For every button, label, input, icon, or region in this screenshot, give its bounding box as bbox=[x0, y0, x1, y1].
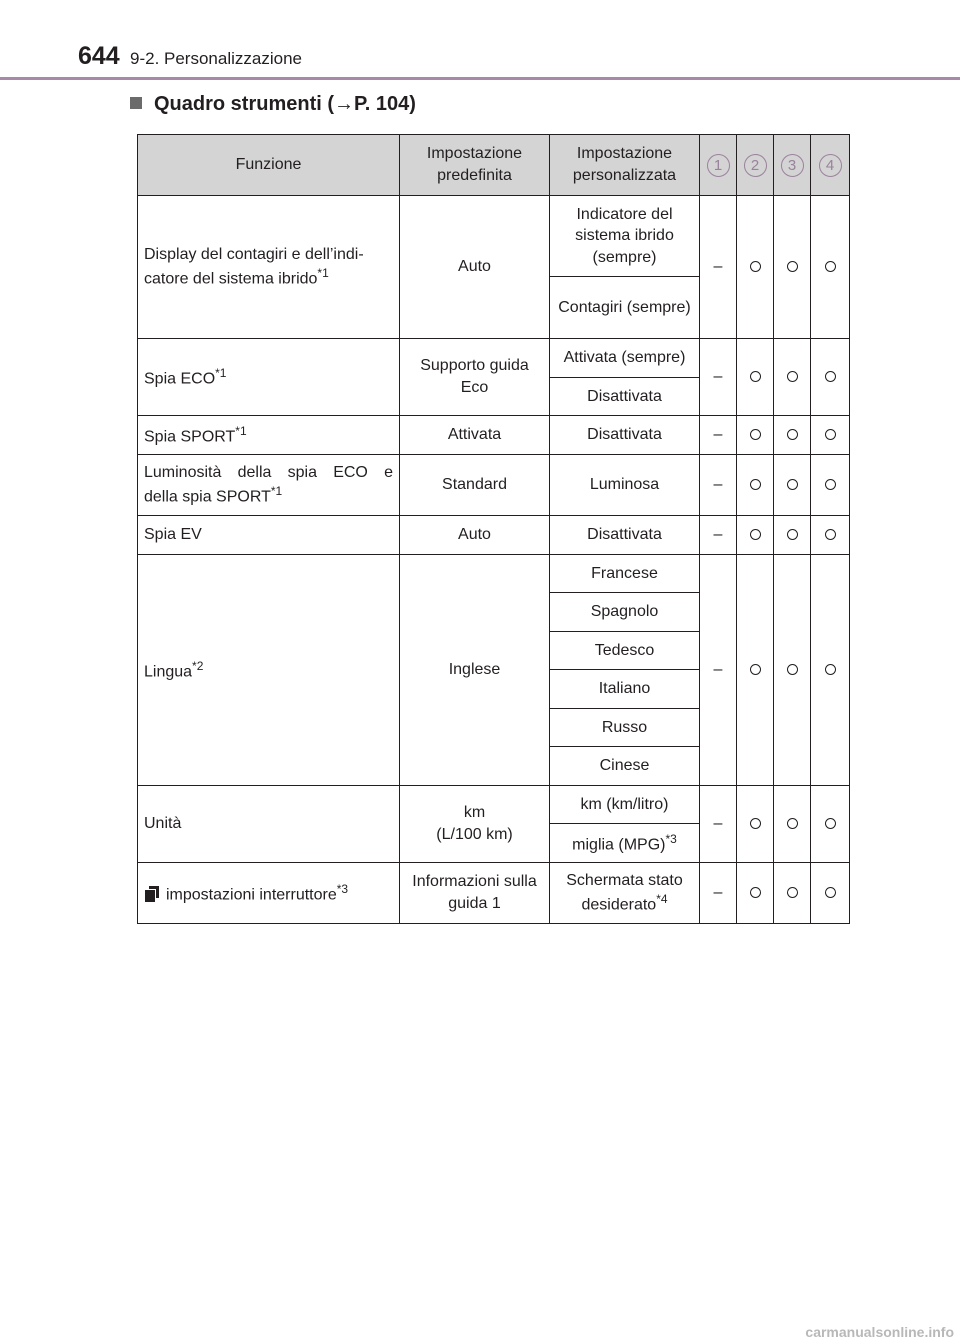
option-cell: Spagnolo bbox=[550, 593, 700, 632]
function-cell: Unità bbox=[138, 786, 400, 863]
settings-table bbox=[137, 134, 850, 924]
circle-icon bbox=[787, 529, 798, 540]
option-cell: Tedesco bbox=[550, 632, 700, 670]
option-cell: Disattivata bbox=[550, 516, 700, 555]
option-cell: Disattivata bbox=[550, 378, 700, 416]
dash-mark: – bbox=[700, 196, 737, 339]
default-cell: Standard bbox=[400, 455, 550, 516]
option-cell: Indicatore del sistema ibrido (sempre) bbox=[550, 196, 700, 277]
circle-icon bbox=[750, 529, 761, 540]
circle-icon bbox=[787, 371, 798, 382]
option-cell: Attivata (sempre) bbox=[550, 339, 700, 378]
function-cell: Spia ECO$^{*1}$ bbox=[138, 339, 400, 416]
option-cell: km (km/litro) bbox=[550, 786, 700, 824]
page-number: 644 bbox=[78, 42, 120, 70]
circle-icon bbox=[787, 664, 798, 675]
circle-icon bbox=[750, 664, 761, 675]
header-number-2: 2 bbox=[744, 154, 767, 177]
table-row bbox=[138, 786, 850, 824]
table-row bbox=[138, 516, 850, 555]
header-function: Funzione bbox=[138, 135, 400, 196]
table-header-row bbox=[138, 135, 850, 196]
circle-icon bbox=[750, 818, 761, 829]
switch-icon bbox=[144, 885, 158, 901]
circle-icon bbox=[750, 429, 761, 440]
header-default: Impostazione predefinita bbox=[400, 135, 550, 196]
header-divider bbox=[0, 77, 960, 80]
option-cell: miglia (MPG)$^{*3}$ bbox=[550, 824, 700, 863]
function-cell: impostazioni interruttore$^{*3}$ bbox=[138, 863, 400, 924]
dash-mark: – bbox=[700, 416, 737, 455]
option-cell: Luminosa bbox=[550, 455, 700, 516]
section-heading bbox=[130, 93, 416, 116]
dash-mark: – bbox=[700, 555, 737, 786]
watermark: carmanualsonline.info bbox=[805, 1324, 954, 1340]
circle-icon bbox=[825, 887, 836, 898]
table-row bbox=[138, 555, 850, 593]
circle-icon bbox=[750, 887, 761, 898]
function-cell: Spia SPORT$^{*1}$ bbox=[138, 416, 400, 455]
table-row bbox=[138, 416, 850, 455]
dash-mark: – bbox=[700, 455, 737, 516]
default-cell: Informazioni sulla guida 1 bbox=[400, 863, 550, 924]
option-cell: Francese bbox=[550, 555, 700, 593]
table-row bbox=[138, 455, 850, 516]
circle-icon bbox=[787, 818, 798, 829]
circle-icon bbox=[750, 371, 761, 382]
function-cell: Display del contagiri e dell’indi-catore del sistema ibrido$^{*1}$ bbox=[138, 196, 400, 339]
circle-icon bbox=[787, 887, 798, 898]
table-row bbox=[138, 863, 850, 924]
option-cell: Italiano bbox=[550, 670, 700, 709]
circle-icon bbox=[750, 261, 761, 272]
chapter-title: 9-2. Personalizzazione bbox=[130, 49, 302, 68]
option-cell: Russo bbox=[550, 709, 700, 747]
function-cell: Luminosità della spia ECO e della spia SPORT$^{*1}$ bbox=[138, 455, 400, 516]
default-cell: Auto bbox=[400, 516, 550, 555]
circle-icon bbox=[787, 261, 798, 272]
header-number-3: 3 bbox=[781, 154, 804, 177]
option-cell: Schermata stato desiderato$^{*4}$ bbox=[550, 863, 700, 924]
circle-icon bbox=[825, 479, 836, 490]
circle-icon bbox=[825, 261, 836, 272]
circle-icon bbox=[787, 479, 798, 490]
option-cell: Contagiri (sempre) bbox=[550, 277, 700, 339]
default-cell: Auto bbox=[400, 196, 550, 339]
function-cell: Lingua$^{*2}$ bbox=[138, 555, 400, 786]
default-cell: Inglese bbox=[400, 555, 550, 786]
circle-icon bbox=[787, 429, 798, 440]
dash-mark: – bbox=[700, 863, 737, 924]
function-cell: Spia EV bbox=[138, 516, 400, 555]
table-row bbox=[138, 196, 850, 277]
dash-mark: – bbox=[700, 339, 737, 416]
dash-mark: – bbox=[700, 786, 737, 863]
header-custom: Impostazione personalizzata bbox=[550, 135, 700, 196]
option-cell: Cinese bbox=[550, 747, 700, 786]
circle-icon bbox=[825, 529, 836, 540]
default-cell: Attivata bbox=[400, 416, 550, 455]
default-cell: Supporto guida Eco bbox=[400, 339, 550, 416]
circle-icon bbox=[825, 818, 836, 829]
square-bullet-icon bbox=[130, 97, 142, 109]
section-title: Quadro strumenti (→P. 104) bbox=[154, 93, 416, 115]
header-number-1: 1 bbox=[707, 154, 730, 177]
circle-icon bbox=[750, 479, 761, 490]
circle-icon bbox=[825, 664, 836, 675]
table-row bbox=[138, 339, 850, 378]
circle-icon bbox=[825, 429, 836, 440]
circle-icon bbox=[825, 371, 836, 382]
header-number-4: 4 bbox=[819, 154, 842, 177]
option-cell: Disattivata bbox=[550, 416, 700, 455]
default-cell: km (L/100 km) bbox=[400, 786, 550, 863]
dash-mark: – bbox=[700, 516, 737, 555]
